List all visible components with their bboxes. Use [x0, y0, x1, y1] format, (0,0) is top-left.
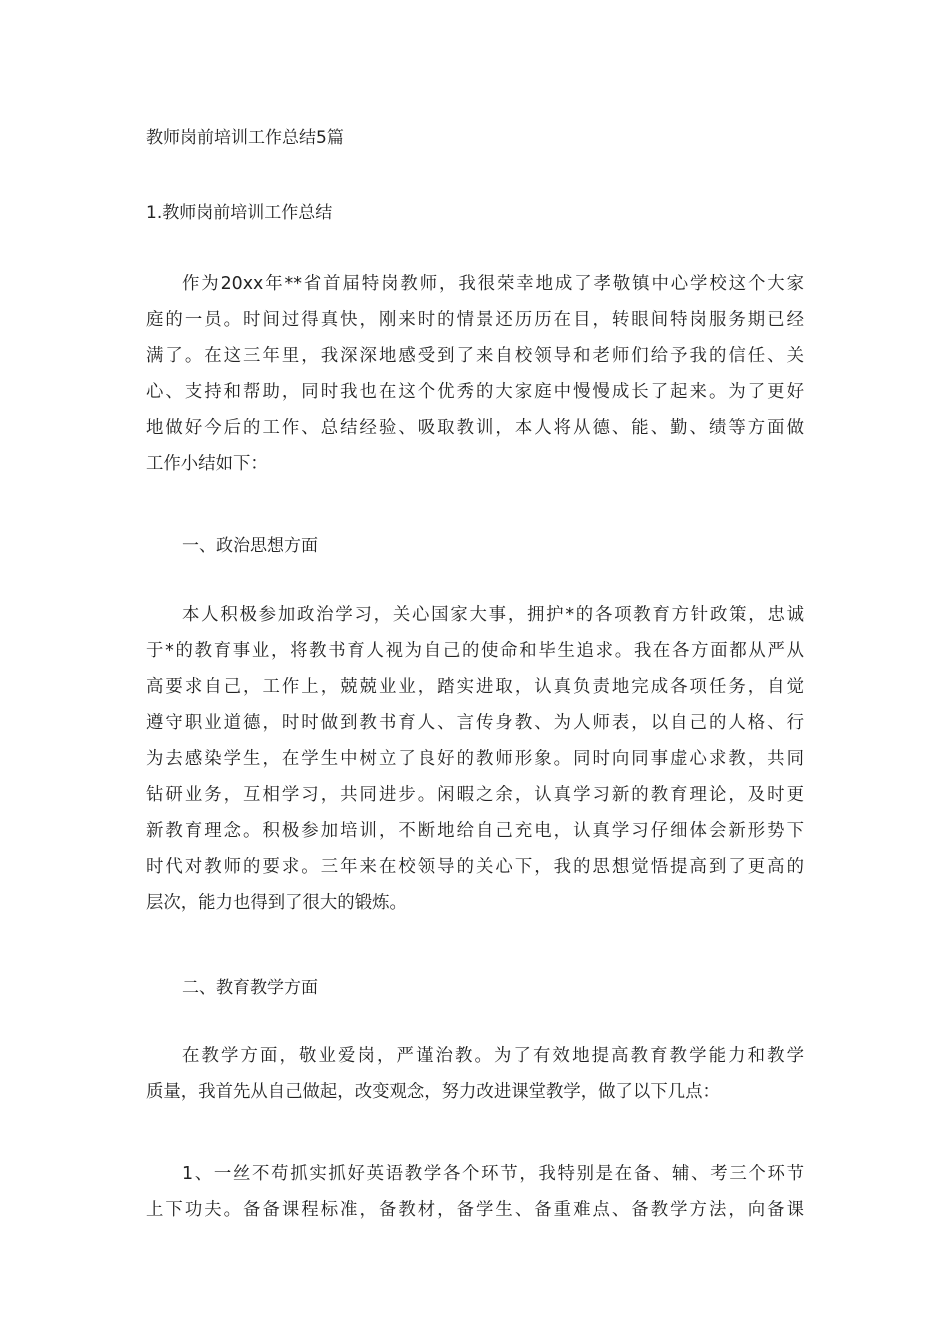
paragraph-line: 遵守职业道德，时时做到教书育人、言传身教、为人师表，以自己的人格、行: [146, 713, 804, 733]
paragraph-line: 钻研业务，互相学习，共同进步。闲暇之余，认真学习新的教育理论，及时更: [146, 785, 804, 805]
paragraph-line: 满了。在这三年里，我深深地感受到了来自校领导和老师们给予我的信任、关: [146, 346, 804, 366]
paragraph-intro: [146, 266, 804, 482]
paragraph-line: 作为20xx年**省首届特岗教师，我很荣幸地成了孝敬镇中心学校这个大家: [182, 274, 804, 294]
paragraph-teaching-point-1: [146, 1156, 804, 1228]
paragraph-line: 质量，我首先从自己做起，改变观念，努力改进课堂教学，做了以下几点：: [146, 1082, 720, 1102]
paragraph-line: 地做好今后的工作、总结经验、吸取教训，本人将从德、能、勤、绩等方面做: [146, 418, 804, 438]
paragraph-line: 上下功夫。备备课程标准，备教材，备学生、备重难点、备教学方法，向备课: [146, 1200, 804, 1220]
section-title: 1.教师岗前培训工作总结: [146, 203, 333, 223]
document-title: 教师岗前培训工作总结5篇: [146, 128, 344, 148]
paragraph-line: 时代对教师的要求。三年来在校领导的关心下，我的思想觉悟提高到了更高的: [146, 857, 804, 877]
paragraph-line: 新教育理念。积极参加培训，不断地给自己充电，认真学习仔细体会新形势下: [146, 821, 804, 841]
paragraph-line: 本人积极参加政治学习，关心国家大事，拥护*的各项教育方针政策，忠诚: [182, 605, 804, 625]
paragraph-line: 在教学方面，敬业爱岗，严谨治教。为了有效地提高教育教学能力和教学: [182, 1046, 804, 1066]
paragraph-line: 庭的一员。时间过得真快，刚来时的情景还历历在目，转眼间特岗服务期已经: [146, 310, 804, 330]
paragraph-political: [146, 597, 804, 921]
paragraph-line: 高要求自己，工作上，兢兢业业，踏实进取，认真负责地完成各项任务，自觉: [146, 677, 804, 697]
paragraph-line: 为去感染学生，在学生中树立了良好的教师形象。同时向同事虚心求教，共同: [146, 749, 804, 769]
heading-teaching: 二、教育教学方面: [182, 978, 318, 998]
paragraph-line: 于*的教育事业，将教书育人视为自己的使命和毕生追求。我在各方面都从严从: [146, 641, 804, 661]
paragraph-line: 心、支持和帮助，同时我也在这个优秀的大家庭中慢慢成长了起来。为了更好: [146, 382, 804, 402]
paragraph-line: 层次，能力也得到了很大的锻炼。: [146, 893, 407, 913]
paragraph-line: 工作小结如下：: [146, 454, 268, 474]
paragraph-line: 1、一丝不苟抓实抓好英语教学各个环节，我特别是在备、辅、考三个环节: [182, 1164, 804, 1184]
paragraph-teaching: [146, 1038, 804, 1110]
heading-political: 一、政治思想方面: [182, 536, 318, 556]
